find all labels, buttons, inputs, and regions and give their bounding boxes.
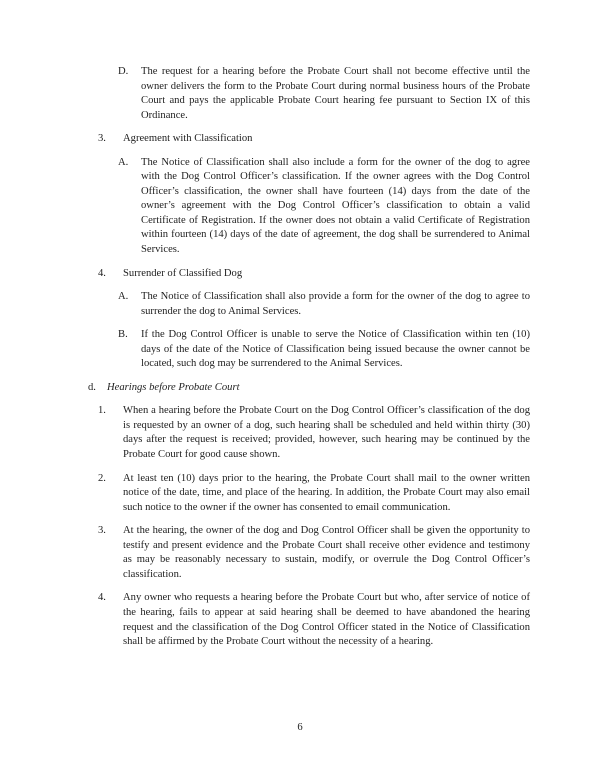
section-heading: Hearings before Probate Court (107, 381, 240, 393)
list-marker: d. (88, 381, 96, 393)
list-item-text: If the Dog Control Officer is unable to serve the Notice of Classification within ten (10) days of the date of the Notice of Classification being issued because the owner cannot be located, such dog may be surrendered to the Animal Services. (141, 329, 530, 370)
list-item (88, 404, 530, 462)
list-marker: B. (118, 329, 128, 341)
list-item-text: The request for a hearing before the Probate Court shall not become effective until the owner delivers the form to the Probate Court during normal business hours of the Probate Court and pays the applicable Probate Court hearing fee pursuant to Section IX of this Ordinance. (141, 66, 530, 121)
list-marker: 1. (98, 405, 106, 417)
list-item-text: When a hearing before the Probate Court on the Dog Control Officer’s classification of the dog is requested by an owner of a dog, such hearing shall be scheduled and held within thirty (30) days after the request is received; provided, however, such hearing may be continued by the Probate Court for good cause shown. (123, 405, 530, 461)
list-item-text: At least ten (10) days prior to the hearing, the Probate Court shall mail to the owner written notice of the date, time, and place of the hearing. In addition, the Probate Court may also email such notice to the owner if the owner has consented to email communication. (123, 472, 530, 513)
list-item (88, 65, 530, 123)
list-item-text: At the hearing, the owner of the dog and Dog Control Officer shall be given the opportunity to testify and present evidence and the Probate Court shall receive other evidence and testimony as may be reasonably necessary to sustain, modify, or overrule the Dog Control Officer’s classification. (123, 525, 530, 580)
list-item (88, 472, 530, 516)
document-content (88, 65, 530, 650)
list-item (88, 267, 530, 282)
list-item-text: Any owner who requests a hearing before the Probate Court but who, after service of notice of the hearing, fails to appear at said hearing shall be deemed to have abandoned the hearing request and the classification of the Dog Control Officer stated in the Notice of Classification shall be affirmed by the Probate Court without the necessity of a hearing. (123, 592, 530, 648)
list-item (88, 328, 530, 372)
list-item-text: The Notice of Classification shall also provide a form for the owner of the dog to agree to surrender the dog to Animal Services. (141, 291, 530, 317)
list-marker: 4. (98, 592, 106, 604)
list-item (88, 132, 530, 147)
list-item (88, 290, 530, 319)
list-marker: A. (118, 291, 129, 303)
list-marker: 3. (98, 525, 106, 537)
list-marker: 3. (98, 133, 106, 145)
list-item-text: The Notice of Classification shall also include a form for the owner of the dog to agree with the Dog Control Officer’s classification. If the owner agrees with the Dog Control Officer’s classification, the owner shall have fourteen (14) days from the date of the owner’s agreement with the Dog Control Officer’s classification to obtain a valid Certificate of Registration. If the owner does not obtain a valid Certificate of Registration within fourteen (14) days of the date of agreement, the dog shall be surrendered to Animal Services. (141, 156, 530, 256)
list-item (88, 591, 530, 649)
list-marker: D. (118, 66, 129, 77)
list-item (88, 524, 530, 582)
section-heading: Surrender of Classified Dog (123, 267, 243, 279)
list-item (88, 156, 530, 258)
list-marker: 2. (98, 472, 106, 484)
list-marker: 4. (98, 267, 106, 279)
page-number: 6 (297, 722, 303, 733)
list-item (88, 381, 530, 396)
section-heading: Agreement with Classification (123, 133, 253, 145)
list-marker: A. (118, 156, 129, 168)
